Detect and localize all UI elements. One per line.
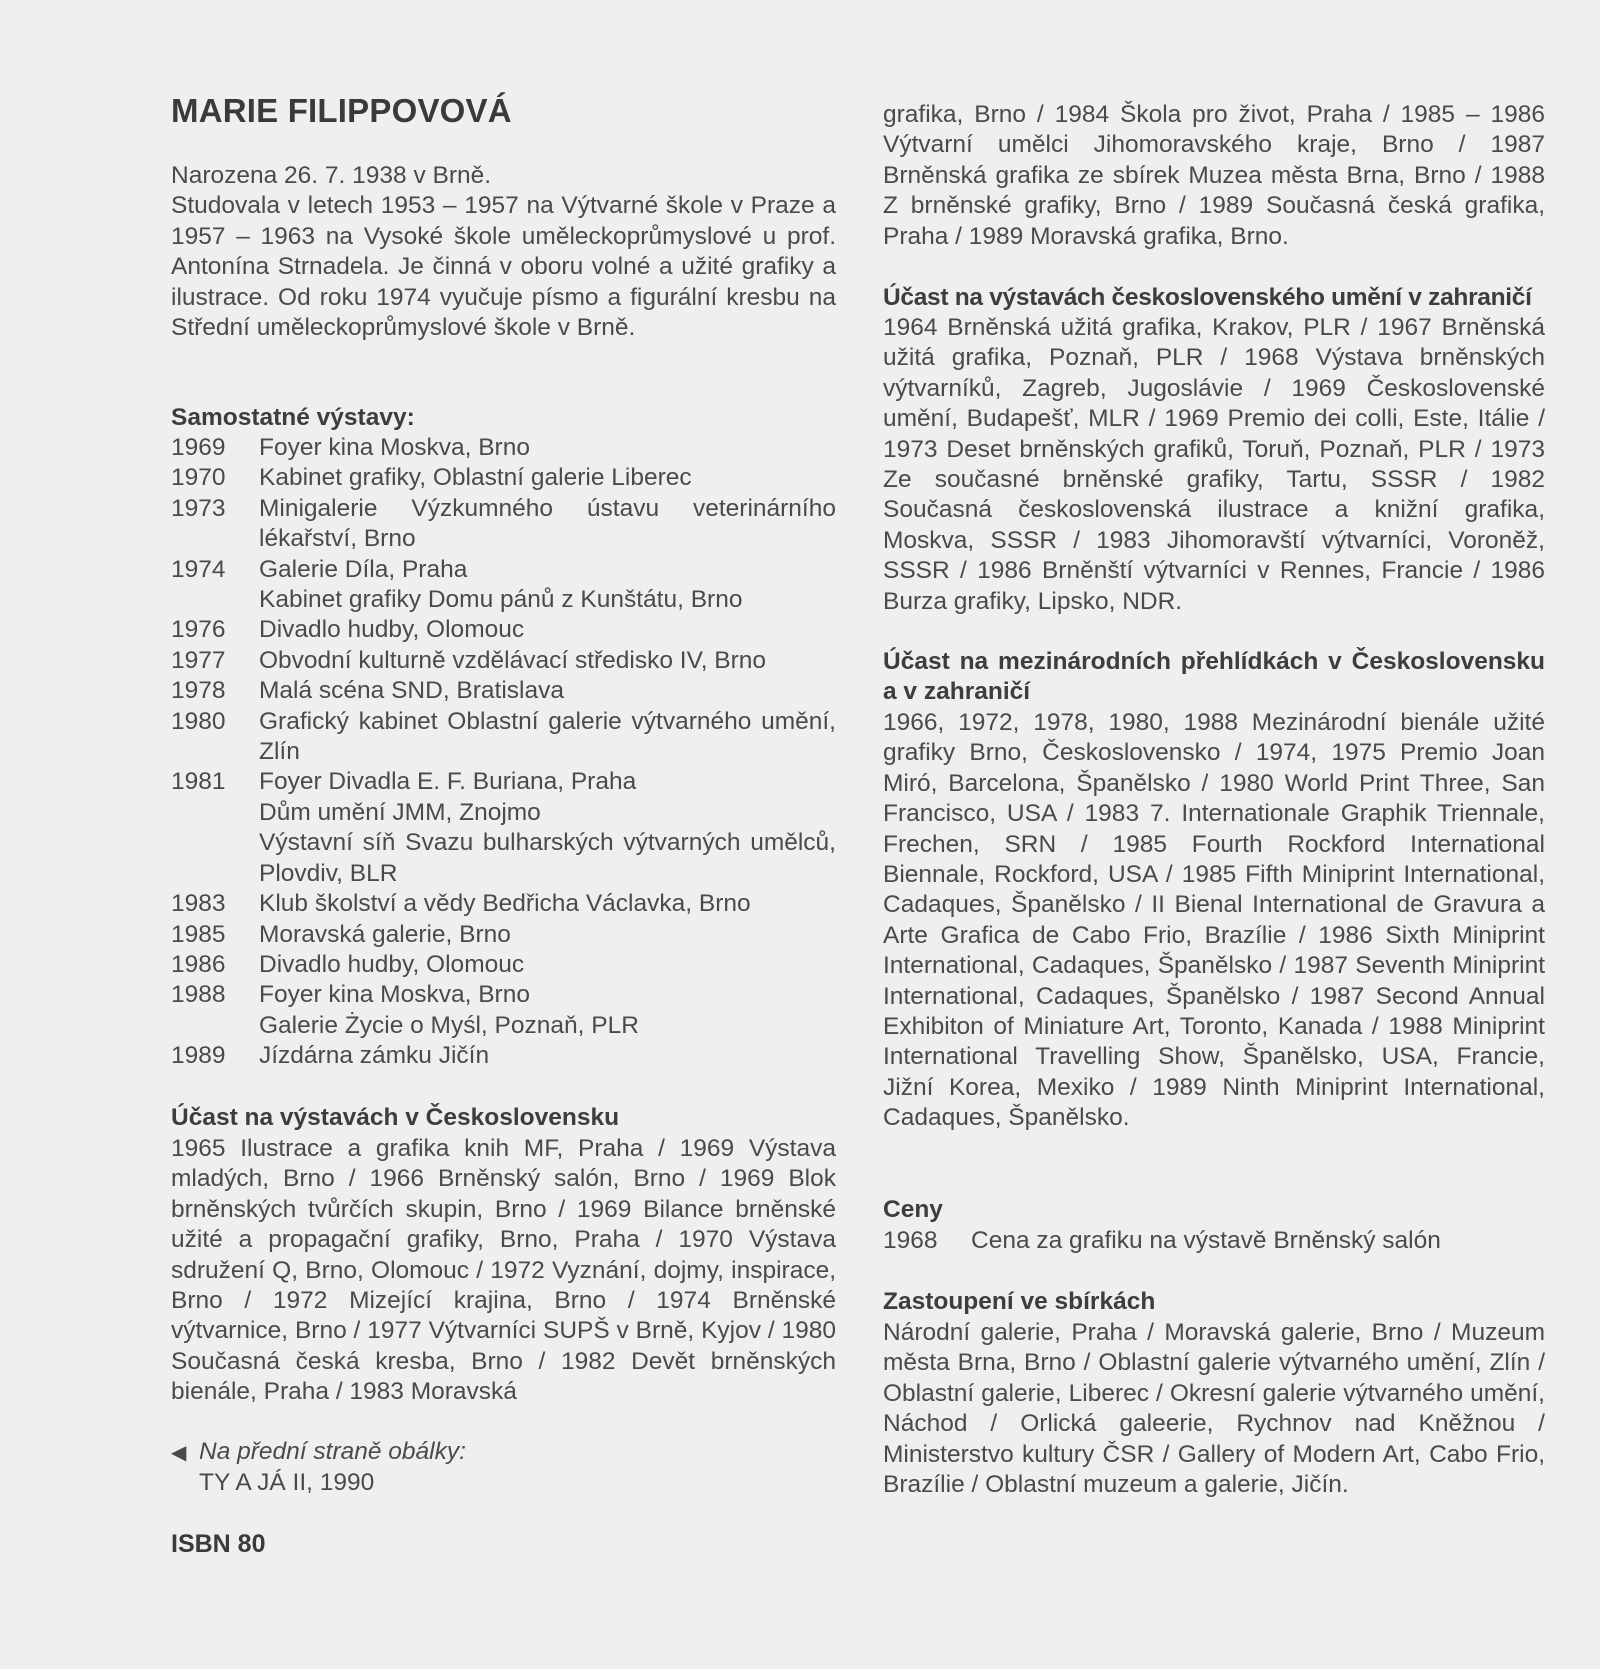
exhibition-entries	[259, 433, 836, 463]
exhibition-venue: Klub školství a vědy Bedřicha Václavka, Brno	[259, 890, 751, 918]
solo-exhibitions-list	[171, 433, 836, 1072]
exhibition-venue: Malá scéna SND, Bratislava	[259, 677, 565, 705]
solo-exhibition-row	[171, 646, 836, 676]
solo-exhibition-row	[171, 494, 836, 555]
exhibition-venue: Minigalerie Výzkumného ústavu veterinárního lékařství, Brno	[259, 494, 836, 553]
intl-exhibitions-heading: Účast na mezinárodních přehlídkách v Československu a v zahraničí	[883, 648, 1545, 706]
collections-heading: Zastoupení ve sbírkách	[883, 1288, 1156, 1315]
exhibition-year: 1978	[171, 677, 226, 705]
cs-exhibitions-text-left: 1965 Ilustrace a grafika knih MF, Praha / 1969 Výstava mladých, Brno / 1966 Brněnský salón, Brno / 1969 Blok brněnských tvůrčích skupin, Brno / 1969 Bilance brněnské užité a propagační grafiky, Brno, Praha / 1970 Výstava sdružení Q, Brno, Olomouc / 1972 Vyznání, dojmy, inspirace, Brno / 1972 Mizející krajina, Brno / 1974 Brněnské výtvarnice, Brno / 1977 Výtvarníci SUPŠ v Brně, Kyjov / 1980 Současná česká kresba, Brno / 1982 Devět brněnských bienále, Praha / 1983 Moravská	[171, 1135, 836, 1406]
exhibition-venue: Divadlo hudby, Olomouc	[259, 950, 525, 978]
exhibition-year: 1973	[171, 494, 226, 522]
exhibition-entries	[259, 767, 836, 889]
cs-exhibitions-heading: Účast na výstavách v Československu	[171, 1104, 620, 1131]
award-year: 1968	[883, 1227, 938, 1254]
solo-exhibition-row	[171, 676, 836, 706]
exhibition-year: 1969	[171, 434, 226, 461]
solo-exhibitions-heading: Samostatné výstavy:	[171, 404, 415, 431]
exhibition-year: 1974	[171, 555, 226, 583]
solo-exhibition-row	[171, 889, 836, 919]
exhibition-venue: Foyer Divadla E. F. Buriana, Praha	[259, 768, 637, 796]
abroad-exhibitions-text: 1964 Brněnská užitá grafika, Krakov, PLR / 1967 Brněnská užitá grafika, Poznaň, PLR / 1968 Výstava brněnských výtvarníků, Zagreb, Jugoslávie / 1969 Československé umění, Budapešť, MLR / 1969 Premio dei colli, Este, Itálie / 1973 Deset brněnských grafiků, Toruň, Poznaň, PLR / 1973 Ze současné brněnské grafiky, Tartu, SSSR / 1982 Současná československá ilustrace a knižní grafika, Moskva, SSSR / 1983 Jihomoravští výtvarníci, Voroněž, SSSR / 1986 Brněnští výtvarníci v Rennes, Francie / 1986 Burza grafiky, Lipsko, NDR.	[883, 314, 1545, 615]
exhibition-entries	[259, 555, 836, 616]
solo-exhibition-row	[171, 463, 836, 493]
exhibition-entries	[259, 980, 836, 1041]
exhibition-venue: Kabinet grafiky Domu pánů z Kunštátu, Brno	[259, 586, 743, 614]
left-arrow-icon: ◀	[171, 1442, 187, 1464]
intl-exhibitions-text: 1966, 1972, 1978, 1980, 1988 Mezinárodní bienále užité grafiky Brno, Československo / 1974, 1975 Premio Joan Miró, Barcelona, Španělsko / 1980 World Print Three, San Francisco, USA / 1983 7. Internationale Graphik Triennale, Frechen, SRN / 1985 Fourth Rockford International Biennale, Rockford, USA / 1985 Fifth Miniprint International, Cadaques, Španělsko / II Bienal International de Gravura a Arte Grafica de Cabo Frio, Brazílie / 1986 Sixth Miniprint International, Cadaques, Španělsko / 1987 Seventh Miniprint International, Cadaques, Španělsko / 1987 Second Annual Exhibiton of Miniature Art, Toronto, Kanada / 1988 Miniprint International Travelling Show, Španělsko, USA, Francie, Jižní Korea, Mexiko / 1989 Ninth Miniprint International, Cadaques, Španělsko.	[883, 709, 1545, 1132]
exhibition-year: 1988	[171, 981, 226, 1009]
exhibition-venue: Galerie Díla, Praha	[259, 555, 468, 583]
exhibition-entries	[259, 615, 836, 645]
exhibition-entries	[259, 1041, 836, 1071]
collections-text: Národní galerie, Praha / Moravská galerie, Brno / Muzeum města Brna, Brno / Oblastní galerie výtvarného umění, Zlín / Oblastní galerie, Liberec / Okresní galerie výtvarného umění, Náchod / Orlická galeerie, Rychnov nad Kněžnou / Ministerstvo kultury ČSR / Gallery of Modern Art, Cabo Frio, Brazílie / Oblastní muzeum a galerie, Jičín.	[883, 1319, 1545, 1499]
solo-exhibition-row	[171, 920, 836, 950]
solo-exhibition-row	[171, 707, 836, 768]
exhibition-entries	[259, 950, 836, 980]
solo-exhibition-row	[171, 615, 836, 645]
exhibition-entries	[259, 889, 836, 919]
exhibition-venue: Výstavní síň Svazu bulharských výtvarných umělců, Plovdiv, BLR	[259, 829, 836, 887]
exhibition-venue: Dům umění JMM, Znojmo	[259, 798, 541, 826]
award-text: Cena za grafiku na výstavě Brněnský salón	[971, 1227, 1441, 1254]
exhibition-venue: Grafický kabinet Oblastní galerie výtvarného umění, Zlín	[259, 707, 836, 766]
exhibition-entries	[259, 646, 836, 676]
exhibition-venue: Kabinet grafiky, Oblastní galerie Liberec	[259, 464, 692, 492]
exhibition-venue: Foyer kina Moskva, Brno	[259, 434, 530, 461]
cs-exhibitions-text-right: grafika, Brno / 1984 Škola pro život, Praha / 1985 – 1986 Výtvarní umělci Jihomoravského kraje, Brno / 1987 Brněnská grafika ze sbírek Muzea města Brna, Brno / 1988 Z brněnské grafiky, Brno / 1989 Současná česká grafika, Praha / 1989 Moravská grafika, Brno.	[883, 101, 1545, 250]
exhibition-venue: Moravská galerie, Brno	[259, 920, 511, 948]
exhibition-year: 1986	[171, 950, 226, 978]
awards-heading: Ceny	[883, 1196, 943, 1223]
isbn: ISBN 80	[171, 1530, 266, 1558]
exhibition-year: 1970	[171, 464, 226, 492]
exhibition-year: 1989	[171, 1042, 226, 1070]
exhibition-year: 1981	[171, 768, 226, 796]
cover-work: TY A JÁ II, 1990	[199, 1469, 375, 1497]
solo-exhibition-row	[171, 767, 836, 889]
abroad-exhibitions-heading: Účast na výstavách československého umění v zahraničí	[883, 284, 1532, 311]
exhibition-venue: Divadlo hudby, Olomouc	[259, 616, 525, 644]
awards-row	[883, 1226, 1545, 1256]
exhibition-entries	[259, 494, 836, 555]
exhibition-venue: Jízdárna zámku Jičín	[259, 1042, 490, 1070]
exhibition-venue: Obvodní kulturně vzdělávací středisko IV, Brno	[259, 646, 767, 674]
solo-exhibition-row	[171, 555, 836, 616]
exhibition-venue: Galerie Życie o Myśl, Poznaň, PLR	[259, 1011, 639, 1039]
cover-label: Na přední straně obálky:	[199, 1438, 466, 1465]
exhibition-year: 1980	[171, 707, 226, 735]
cover-caption	[171, 1437, 466, 1499]
exhibition-entries	[259, 676, 836, 706]
solo-exhibition-row	[171, 1041, 836, 1071]
solo-exhibition-row	[171, 433, 836, 463]
exhibition-year: 1983	[171, 890, 226, 918]
exhibition-entries	[259, 463, 836, 493]
exhibition-entries	[259, 707, 836, 768]
solo-exhibition-row	[171, 950, 836, 980]
exhibition-year: 1976	[171, 616, 226, 644]
exhibition-entries	[259, 920, 836, 950]
page-title: MARIE FILIPPOVOVÁ	[171, 92, 512, 129]
exhibition-year: 1985	[171, 920, 226, 948]
biography: Narozena 26. 7. 1938 v Brně. Studovala v letech 1953 – 1957 na Výtvarné škole v Praze a 1957 – 1963 na Vysoké škole uměleckoprůmyslové u prof. Antonína Strnadela. Je činná v oboru volné a užité grafiky a ilustrace. Od roku 1974 vyučuje písmo a figurální kresbu na Střední uměleckoprůmyslové škole v Brně.	[171, 162, 836, 342]
solo-exhibition-row	[171, 980, 836, 1041]
exhibition-venue: Foyer kina Moskva, Brno	[259, 981, 530, 1009]
exhibition-year: 1977	[171, 646, 226, 674]
